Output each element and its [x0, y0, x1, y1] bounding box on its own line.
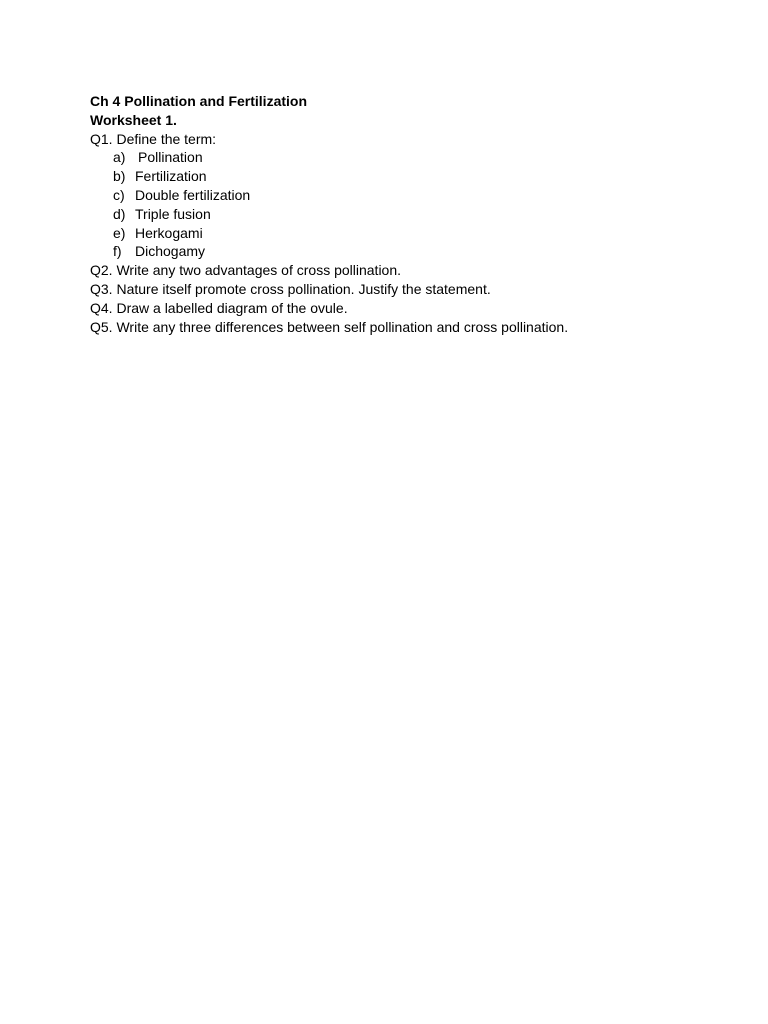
list-item	[90, 224, 568, 243]
worksheet-content	[90, 92, 568, 336]
list-item-letter: f)	[113, 243, 122, 260]
list-item	[90, 167, 568, 186]
list-item-letter: a)	[113, 149, 126, 166]
list-item	[90, 148, 568, 167]
list-item-term: Triple fusion	[135, 205, 211, 222]
list-item-letter: d)	[113, 205, 126, 222]
list-item	[90, 186, 568, 205]
list-item-term: Dichogamy	[135, 243, 206, 260]
list-item-letter: e)	[113, 224, 126, 241]
chapter-title: Ch 4 Pollination and Fertilization	[90, 93, 308, 109]
list-item-term: Pollination	[138, 149, 203, 166]
question-5: Q5. Write any three differences between self pollination and cross pollination.	[90, 318, 569, 335]
question-4: Q4. Draw a labelled diagram of the ovule.	[90, 299, 348, 316]
list-item	[90, 205, 568, 224]
list-item-letter: c)	[113, 186, 125, 203]
worksheet-subtitle: Worksheet 1.	[90, 111, 177, 128]
question-2: Q2. Write any two advantages of cross pollination.	[90, 262, 402, 279]
list-item-term: Herkogami	[135, 224, 203, 241]
question-1: Q1. Define the term:	[90, 130, 217, 147]
list-item-letter: b)	[113, 168, 126, 185]
list-item-term: Double fertilization	[135, 186, 251, 203]
question-3: Q3. Nature itself promote cross pollination. Justify the statement.	[90, 280, 491, 297]
list-item-term: Fertilization	[135, 168, 207, 185]
list-item	[90, 242, 568, 261]
